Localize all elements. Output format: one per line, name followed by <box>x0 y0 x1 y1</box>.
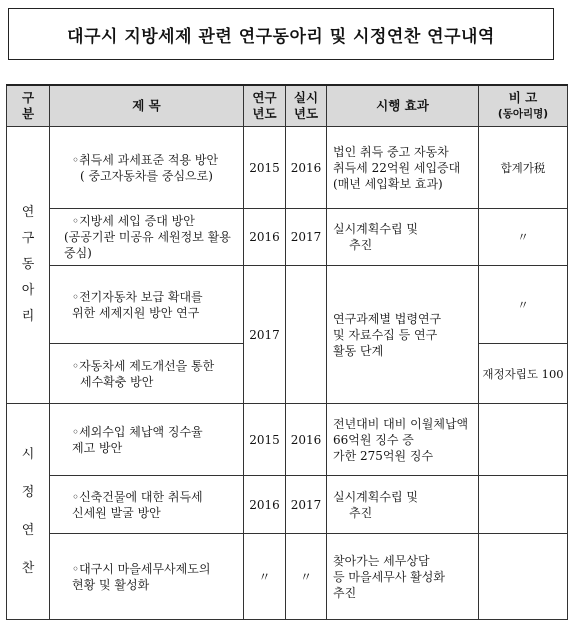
research-table <box>6 84 568 620</box>
remark-cell: 재정자립도 100 <box>479 344 568 404</box>
research-year-cell: 〃 <box>244 534 286 620</box>
subject-cell: ◦세외수입 체납액 징수율 제고 방안 <box>50 404 244 476</box>
remark-cell <box>479 534 568 620</box>
impl-year-cell: 2016 <box>286 404 327 476</box>
header-row <box>7 85 568 127</box>
subject-cell: ◦지방세 세입 증대 방안 (공공기관 미공유 세원정보 활용 중심) <box>50 209 244 266</box>
remark-cell: 합계가税 <box>479 127 568 209</box>
effect-cell: 법인 취득 중고 자동차 취득세 22억원 세입증대 (매년 세입확보 효과) <box>327 127 479 209</box>
effect-cell: 연구과제별 법령연구 및 자료수집 등 연구 활동 단계 <box>327 266 479 404</box>
subject-cell: ◦자동차세 제도개선을 통한 세수확충 방안 <box>50 344 244 404</box>
table-row <box>7 476 568 534</box>
page-title: 대구시 지방세제 관련 연구동아리 및 시정연찬 연구내역 <box>8 8 554 60</box>
impl-year-cell: 2017 <box>286 476 327 534</box>
table-row <box>7 534 568 620</box>
effect-cell: 찾아가는 세무상담 등 마을세무사 활성화 추진 <box>327 534 479 620</box>
subject-cell: ◦대구시 마을세무사제도의 현황 및 활성화 <box>50 534 244 620</box>
table-row <box>7 209 568 266</box>
research-year-cell: 2017 <box>244 266 286 404</box>
header-research-year: 연구 년도 <box>244 85 286 127</box>
subject-cell: ◦신축건물에 대한 취득세 신세원 발굴 방안 <box>50 476 244 534</box>
impl-year-cell: 〃 <box>286 534 327 620</box>
effect-cell: 실시계획수립 및 추진 <box>327 209 479 266</box>
table-row <box>7 266 568 344</box>
table-row <box>7 404 568 476</box>
research-year-cell: 2015 <box>244 404 286 476</box>
remark-cell <box>479 476 568 534</box>
header-impl-year: 실시 년도 <box>286 85 327 127</box>
table-row <box>7 127 568 209</box>
header-category: 구 분 <box>7 85 50 127</box>
subject-cell: ◦취득세 과세표준 적용 방안 ( 중고자동차를 중심으로) <box>50 127 244 209</box>
group-label-municipal-study: 시 정 연 찬 <box>7 404 50 620</box>
header-subject: 제 목 <box>50 85 244 127</box>
research-year-cell: 2016 <box>244 476 286 534</box>
impl-year-cell <box>286 266 327 404</box>
impl-year-cell: 2017 <box>286 209 327 266</box>
research-year-cell: 2015 <box>244 127 286 209</box>
header-remark: 비 고 (동아리명) <box>479 85 568 127</box>
header-effect: 시행 효과 <box>327 85 479 127</box>
remark-cell <box>479 404 568 476</box>
effect-cell: 실시계획수립 및 추진 <box>327 476 479 534</box>
remark-cell: 〃 <box>479 209 568 266</box>
effect-cell: 전년대비 대비 이월체납액 66억원 징수 증 가한 275억원 징수 <box>327 404 479 476</box>
impl-year-cell: 2016 <box>286 127 327 209</box>
research-year-cell: 2016 <box>244 209 286 266</box>
group-label-research-club: 연 구 동 아 리 <box>7 127 50 404</box>
subject-cell: ◦전기자동차 보급 확대를 위한 세제지원 방안 연구 <box>50 266 244 344</box>
remark-cell: 〃 <box>479 266 568 344</box>
